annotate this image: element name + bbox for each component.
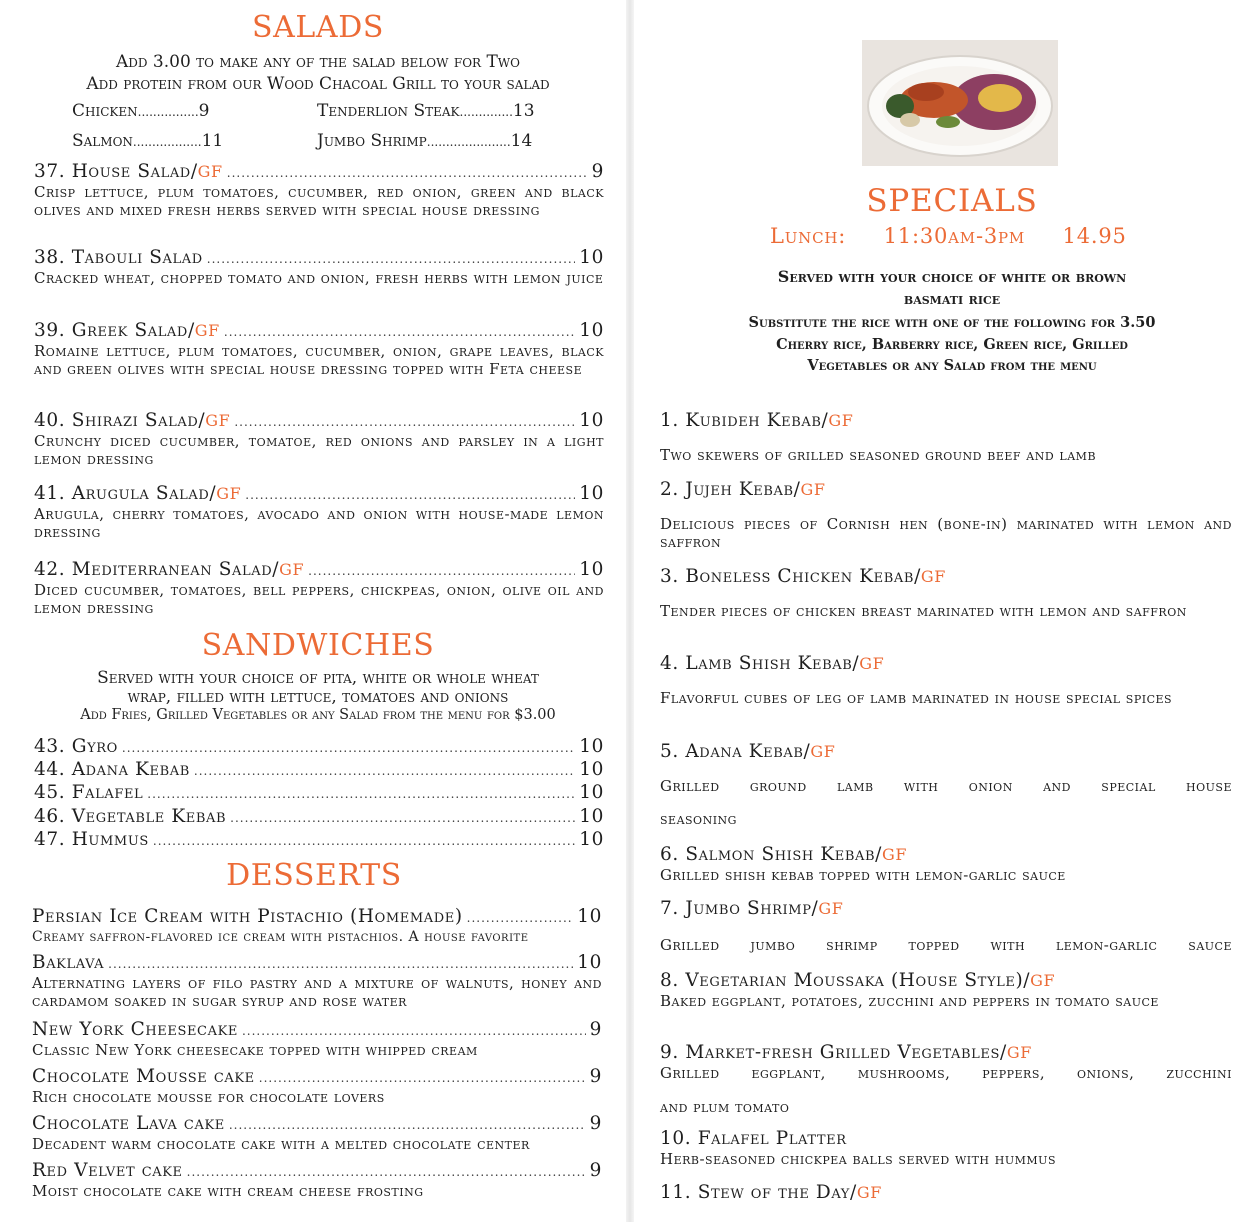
lunch-label: Lunch: bbox=[770, 224, 847, 248]
menu-item-new-york-cheesecake: New York Cheesecake ..... 9 Classic New York cheesecake topped with whipped cream bbox=[32, 1019, 602, 1060]
menu-item-tabouli-salad: 38. Tabouli Salad ..... 10 Cracked wheat, chopped tomato and onion, fresh herbs with lemon juice bbox=[34, 247, 604, 288]
menu-item-vegetable-kebab-sandwich: 46. Vegetable Kebab ..... 10 bbox=[34, 806, 604, 829]
menu-item-chocolate-lava-cake: Chocolate Lava cake ..... 9 Decadent warm chocolate cake with a melted chocolate center bbox=[32, 1113, 602, 1154]
lunch-hours: 11:30am-3pm bbox=[883, 224, 1026, 248]
menu-item-red-velvet-cake: Red Velvet cake ..... 9 Moist chocolate cake with cream cheese frosting bbox=[32, 1160, 602, 1201]
menu-item-gyro: 43. Gyro ..... 10 bbox=[34, 736, 604, 759]
menu-item-baklava: Baklava ..... 10 Alternating layers of filo pastry and a mixture of walnuts, honey and cardamom soaked in sugar syrup and rose water bbox=[32, 952, 602, 1010]
menu-item-shirazi-salad: 40. Shirazi Salad/ GF ..... 10 Crunchy diced cucumber, tomatoe, red onions and parsley in a light lemon dressing bbox=[34, 410, 604, 468]
menu-item-mediterranean-salad: 42. Mediterranean Salad/ GF ..... 10 Diced cucumber, tomatoes, bell peppers, chickpeas, onion, olive oil and lemon dressing bbox=[34, 559, 604, 617]
special-item-falafel-platter: 10. Falafel Platter Herb-seasoned chickpea balls served with hummus bbox=[660, 1128, 1056, 1168]
salads-intro-2: Add protein from our Wood Chacoal Grill to your salad bbox=[86, 74, 550, 94]
menu-item-chocolate-mousse-cake: Chocolate Mousse cake ..... 9 Rich chocolate mousse for chocolate lovers bbox=[32, 1066, 602, 1107]
protein-item: Chicken................9 bbox=[72, 101, 210, 121]
salads-intro-1: Add 3.00 to make any of the salad below for Two bbox=[116, 52, 520, 72]
special-item-kubideh: 1. Kubideh Kebab/GF Two skewers of grilled seasoned ground beef and lamb bbox=[660, 410, 1097, 464]
menu-item-adana-kebab-sandwich: 44. Adana Kebab ..... 10 bbox=[34, 759, 604, 782]
specials-title: SPECIALS bbox=[866, 183, 1038, 219]
sandwiches-title: SANDWICHES bbox=[201, 628, 435, 663]
protein-item: Salmon..................11 bbox=[72, 131, 224, 151]
menu-item-arugula-salad: 41. Arugula Salad/ GF ..... 10 Arugula, cherry tomatoes, avocado and onion with house-made lemon dressing bbox=[34, 483, 604, 541]
menu-item-house-salad: 37. House Salad/ GF ..... 9 Crisp lettuce, plum tomatoes, cucumber, red onion, green and black olives and mixed fresh herbs served with special house dressing bbox=[34, 161, 604, 219]
protein-addons bbox=[72, 97, 577, 157]
protein-item: Jumbo Shrimp......................14 bbox=[317, 131, 533, 151]
menu-item-persian-ice-cream: Persian Ice Cream with Pistachio (Homemade) ..... 10 Creamy saffron-flavored ice cream with pistachios. A house favorite bbox=[32, 906, 602, 947]
salads-title: SALADS bbox=[251, 10, 384, 45]
special-item-adana: 5. Adana Kebab/GF Grilled ground lamb with onion and special house seasoning bbox=[660, 741, 1232, 828]
lunch-line bbox=[770, 224, 1127, 248]
special-item-jujeh: 2. Jujeh Kebab/GF Delicious pieces of Cornish hen (bone-in) marinated with lemon and saffron bbox=[660, 479, 1232, 551]
rice-info: Served with your choice of white or brown basmati rice bbox=[777, 267, 1127, 308]
food-plate-photo bbox=[862, 40, 1058, 166]
special-item-vegetarian-moussaka: 8. Vegetarian Moussaka (House Style)/GF Baked eggplant, potatoes, zucchini and peppers in tomato sauce bbox=[660, 970, 1159, 1010]
page-fold bbox=[626, 0, 634, 1222]
menu-item-hummus-sandwich: 47. Hummus ..... 10 bbox=[34, 829, 604, 852]
rice-substitution-info: Substitute the rice with one of the following for 3.50 Cherry rice, Barberry rice, Green rice, Grilled Vegetables or any Salad from the menu bbox=[748, 314, 1156, 374]
special-item-boneless-chicken: 3. Boneless Chicken Kebab/GF Tender pieces of chicken breast marinated with lemon and saffron bbox=[660, 566, 1187, 620]
special-item-grilled-vegetables: 9. Market-fresh Grilled Vegetables/GF Grilled eggplant, mushrooms, peppers, onions, zucchini and plum tomato bbox=[660, 1042, 1232, 1116]
menu-item-falafel-sandwich: 45. Falafel ..... 10 bbox=[34, 782, 604, 805]
special-item-stew-of-the-day: 11. Stew of the Day/GF bbox=[660, 1182, 882, 1203]
special-item-jumbo-shrimp: 7. Jumbo Shrimp/GF Grilled jumbo shrimp topped with lemon-garlic sauce bbox=[660, 898, 1232, 954]
special-item-lamb-shish: 4. Lamb Shish Kebab/GF Flavorful cubes of leg of lamb marinated in house special spices bbox=[660, 653, 1173, 707]
special-item-salmon-shish: 6. Salmon Shish Kebab/GF Grilled shish kebab topped with lemon-garlic sauce bbox=[660, 844, 1066, 884]
sandwiches-intro-2: wrap, filled with lettuce, tomatoes and onions bbox=[127, 687, 509, 707]
plate-illustration-icon bbox=[862, 40, 1058, 166]
protein-item: Tenderlion Steak..............13 bbox=[317, 101, 535, 121]
desserts-title: DESSERTS bbox=[226, 858, 402, 893]
sandwiches-intro-3: Add Fries, Grilled Vegetables or any Salad from the menu for $3.00 bbox=[80, 707, 556, 723]
menu-item-greek-salad: 39. Greek Salad/ GF ..... 10 Romaine lettuce, plum tomatoes, cucumber, onion, grape leaves, black and green olives with special house dressing topped with Feta cheese bbox=[34, 320, 604, 378]
sandwiches-intro-1: Served with your choice of pita, white or whole wheat bbox=[97, 668, 539, 688]
lunch-price: 14.95 bbox=[1062, 224, 1127, 248]
